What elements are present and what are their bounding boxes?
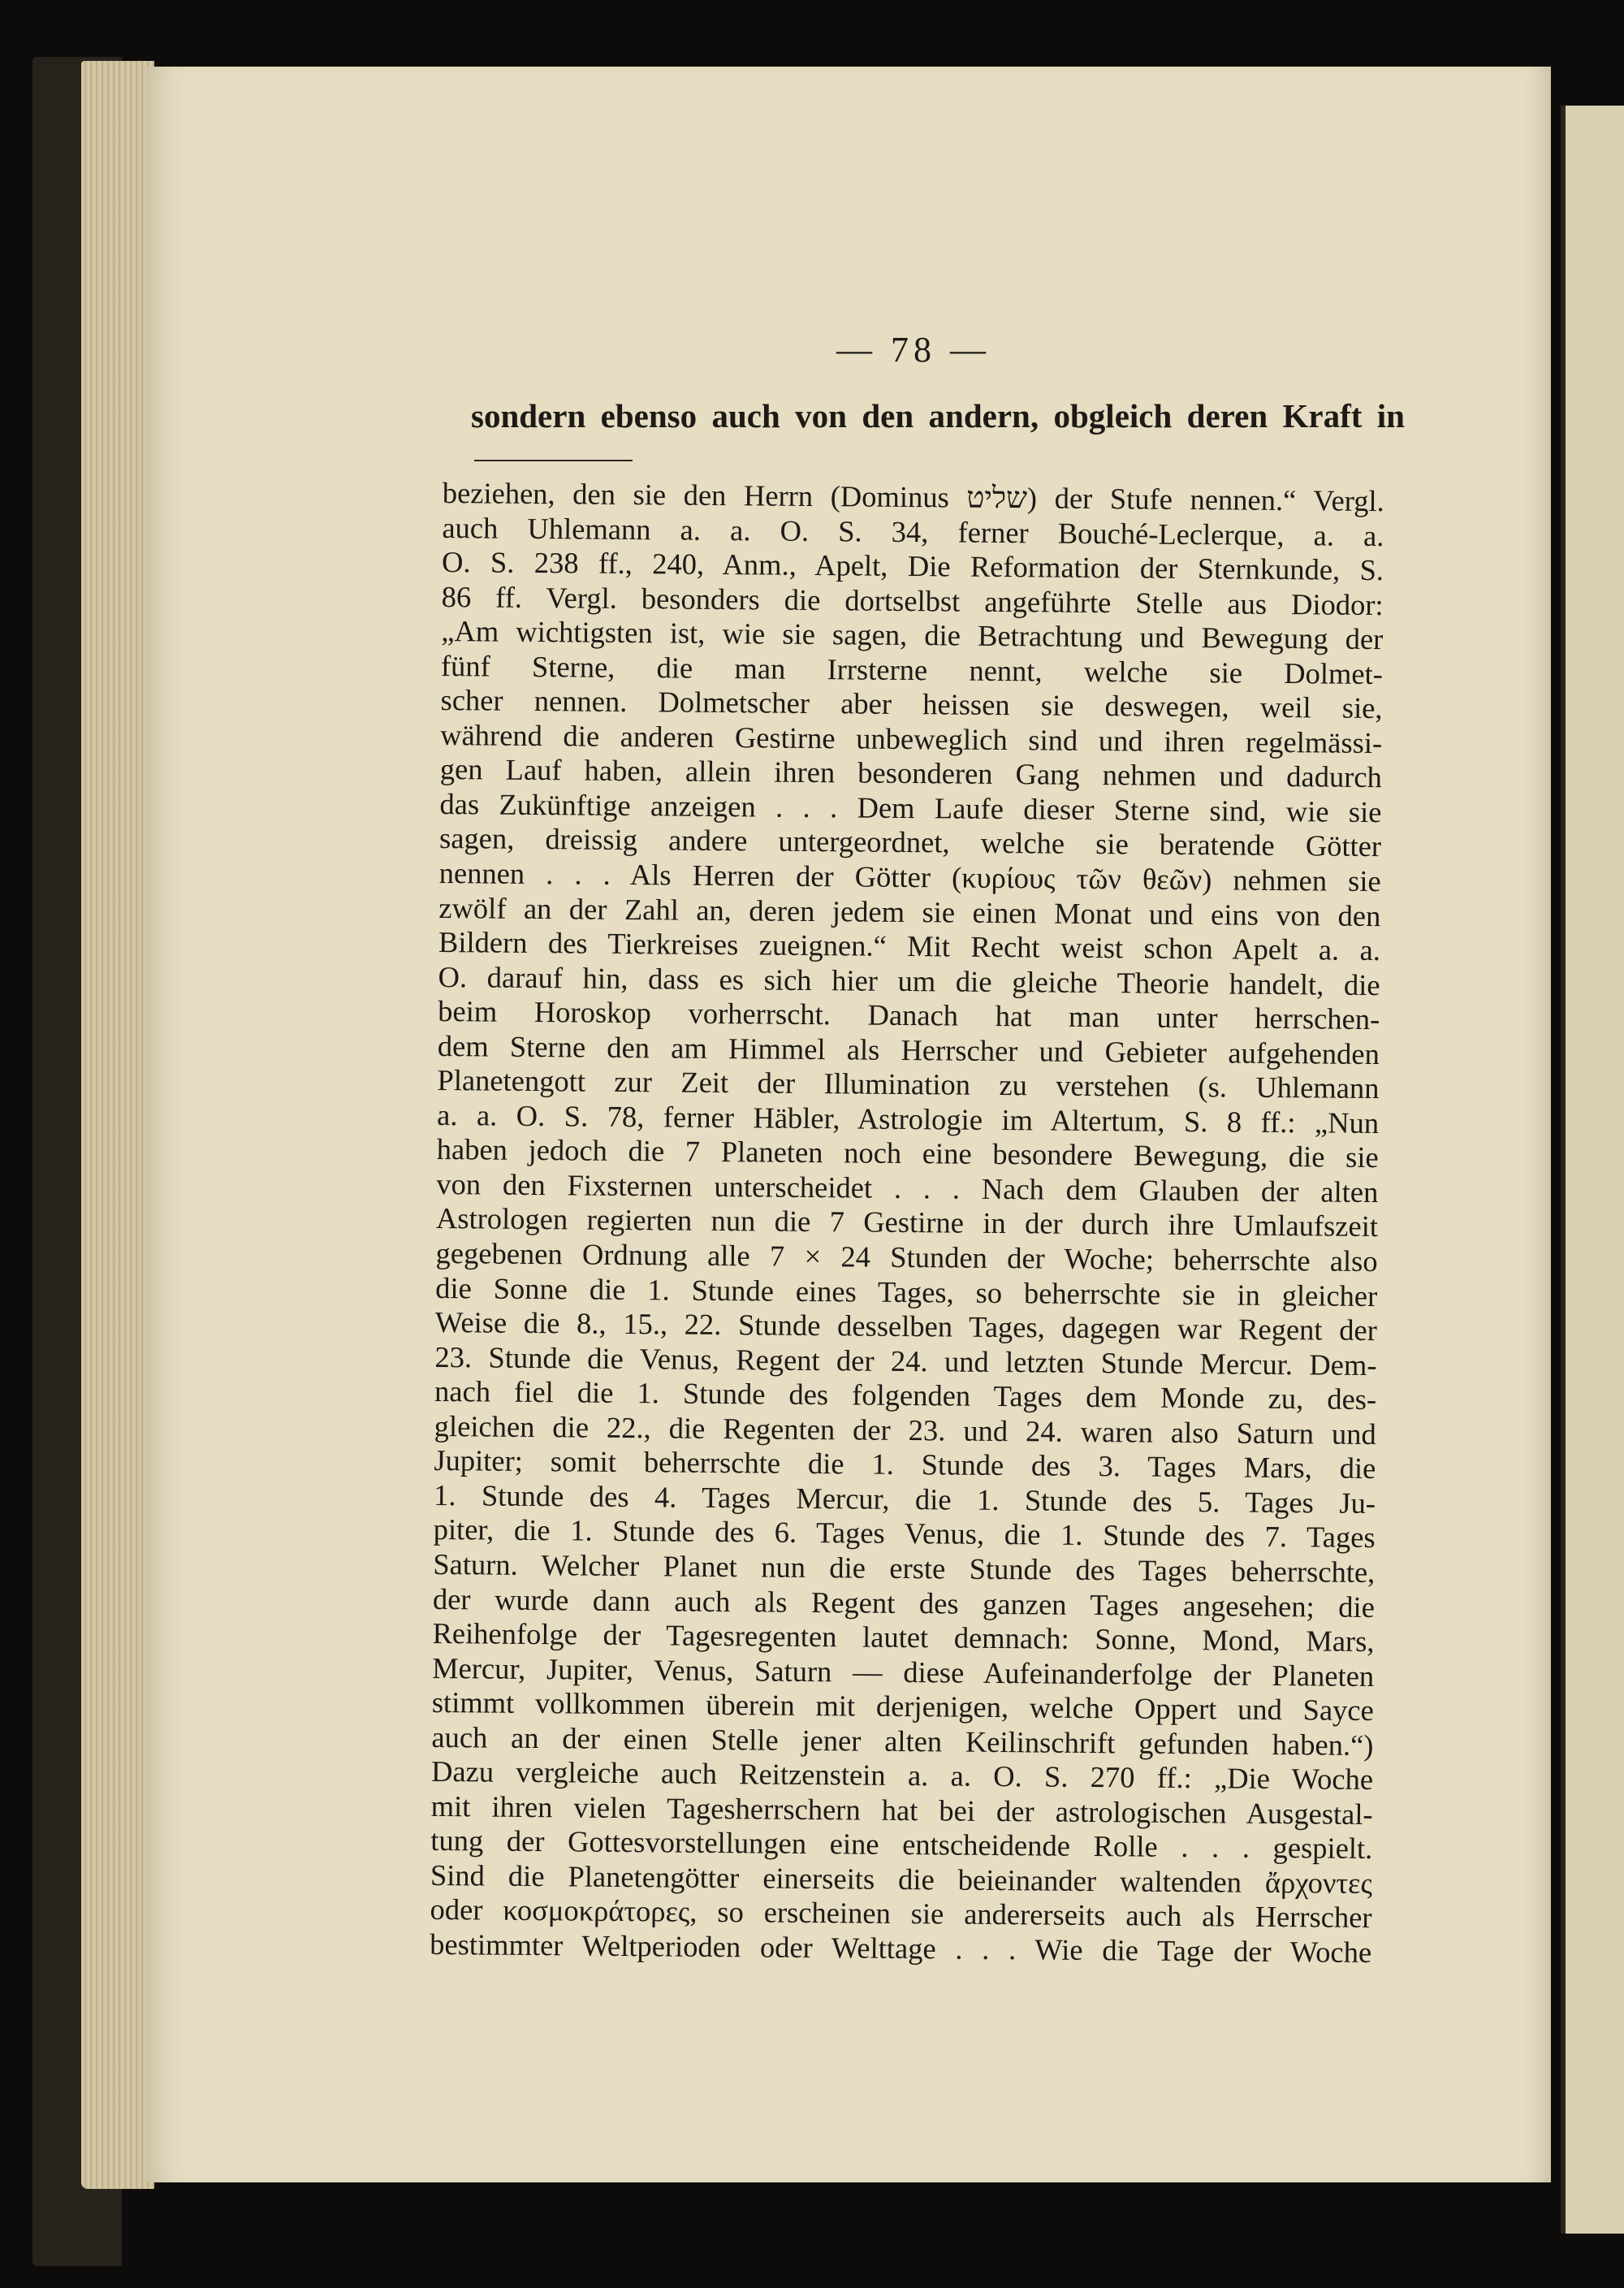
footnote-line: O. darauf hin, dass es sich hier um die gleiche Theorie handelt, die: [438, 959, 1380, 1001]
footnote-line: Mercur, Jupiter, Venus, Saturn — diese Aufeinanderfolge der Planeten: [432, 1650, 1375, 1693]
footnote-line: sagen, dreissig andere untergeordnet, welche sie beratende Götter: [438, 821, 1382, 863]
footnote-line: das Zukünftige anzeigen . . . Dem Laufe dieser Sterne sind, wie sie: [439, 786, 1382, 829]
footnote-line: nennen . . . Als Herren der Götter (κυρίους τῶν θεῶν) nehmen sie: [438, 855, 1381, 898]
footnote-line: gegebenen Ordnung alle 7 × 24 Stunden der Woche; beherrschte also: [435, 1235, 1378, 1278]
footnote-line: die Sonne die 1. Stunde eines Tages, so beherrschte sie in gleicher: [435, 1270, 1378, 1313]
footnote-line: gen Lauf haben, allein ihren besonderen Gang nehmen und dadurch: [439, 752, 1382, 794]
footnote-line: während die anderen Gestirne unbeweglich sind und ihren regelmässi-: [440, 717, 1383, 759]
footnote-line: Dazu vergleiche auch Reitzenstein a. a. O. S. 270 ff.: „Die Woche: [430, 1754, 1374, 1797]
footnote-line: dem Sterne den am Himmel als Herrscher und Gebieter aufgehenden: [437, 1028, 1380, 1070]
footnote-line: Reihenfolge der Tagesregenten lautet demnach: Sonne, Mond, Mars,: [432, 1615, 1375, 1659]
footnote-line: stimmt vollkommen überein mit derjenigen, welche Oppert und Sayce: [431, 1685, 1374, 1728]
footnote-line: mit ihren vielen Tagesherrschern hat bei der astrologischen Ausgestal-: [430, 1788, 1373, 1831]
footnote-line: auch Uhlemann a. a. O. S. 34, ferner Bouché-Leclerque, a. a.: [442, 510, 1384, 552]
footnote-line: der wurde dann auch als Regent des ganzen Tages angesehen; die: [432, 1581, 1376, 1624]
footnote-line: bestimmter Weltperioden oder Welttage . . . Wie die Tage der Woche: [430, 1927, 1372, 1970]
footnote-line: auch an der einen Stelle jener alten Keilinschrift gefunden haben.“): [431, 1719, 1374, 1762]
facing-page-edge: [1561, 106, 1624, 2234]
footnote-line: zwölf an der Zahl an, deren jedem sie einen Monat und eins von den: [438, 890, 1381, 932]
footnote-line: haben jedoch die 7 Planeten noch eine besondere Bewegung, die sie: [436, 1132, 1379, 1174]
footnote-line: piter, die 1. Stunde des 6. Tages Venus, die 1. Stunde des 7. Tages: [433, 1512, 1376, 1555]
page-edges: [81, 61, 154, 2189]
footnote-line: Bildern des Tierkreises zueignen.“ Mit Recht weist schon Apelt a. a.: [438, 925, 1381, 967]
footnote-line: Astrologen regierten nun die 7 Gestirne in der durch ihre Umlaufszeit: [435, 1201, 1379, 1243]
footnote-line: von den Fixsternen unterscheidet . . . Nach dem Glauben der alten: [436, 1166, 1379, 1209]
footnote-line: O. S. 238 ff., 240, Anm., Apelt, Die Reformation der Sternkunde, S.: [441, 545, 1384, 587]
footnote-line: 23. Stunde die Venus, Regent der 24. und letzten Stunde Mercur. Dem-: [434, 1339, 1377, 1382]
footnote-line: tung der Gottesvorstellungen eine entscheidende Rolle . . . gespielt.: [430, 1823, 1373, 1866]
footnote-line: 86 ff. Vergl. besonders die dortselbst angeführte Stelle aus Diodor:: [441, 579, 1384, 621]
footnote-line: nach fiel die 1. Stunde des folgenden Tages dem Monde zu, des-: [434, 1374, 1377, 1416]
footnote-line: Sind die Planetengötter einerseits die beieinander waltenden ἄρχοντες: [430, 1858, 1373, 1900]
footnote-line: Saturn. Welcher Planet nun die erste Stunde des Tages beherrschte,: [433, 1546, 1376, 1589]
footnote-line: beim Horoskop vorherrscht. Danach hat man unter herrschen-: [438, 994, 1380, 1036]
footnote-line: gleichen die 22., die Regenten der 23. und 24. waren also Saturn und: [434, 1408, 1376, 1451]
footnote-line: Weise die 8., 15., 22. Stunde desselben Tages, dagegen war Regent der: [434, 1305, 1378, 1347]
footnote-line: Jupiter; somit beherrschte die 1. Stunde des 3. Tages Mars, die: [434, 1443, 1376, 1486]
footnote-line: fünf Sterne, die man Irrsterne nennt, welche sie Dolmet-: [440, 648, 1384, 690]
footnote-line: Planetengott zur Zeit der Illumination zu verstehen (s. Uhlemann: [437, 1063, 1380, 1105]
footnote-line: beziehen, den sie den Herrn (Dominus שליט) der Stufe nennen.“ Vergl.: [442, 476, 1384, 518]
footnote-line: a. a. O. S. 78, ferner Häbler, Astrologie im Altertum, S. 8 ff.: „Nun: [436, 1097, 1380, 1140]
footnote-divider: [474, 460, 633, 461]
page-number: — 78 —: [836, 330, 991, 370]
footnote-line: oder κοσμοκράτορες, so erscheinen sie andererseits auch als Herrscher: [430, 1892, 1372, 1935]
footnote-line: 1. Stunde des 4. Tages Mercur, die 1. Stunde des 5. Tages Ju-: [433, 1477, 1376, 1520]
main-text-line: sondern ebenso auch von den andern, obgleich deren Kraft in: [471, 397, 1405, 435]
footnote-block: [430, 476, 1384, 1970]
footnote-line: scher nennen. Dolmetscher aber heissen sie deswegen, weil sie,: [440, 683, 1383, 725]
footnote-line: „Am wichtigsten ist, wie sie sagen, die Betrachtung und Bewegung der: [441, 614, 1384, 656]
